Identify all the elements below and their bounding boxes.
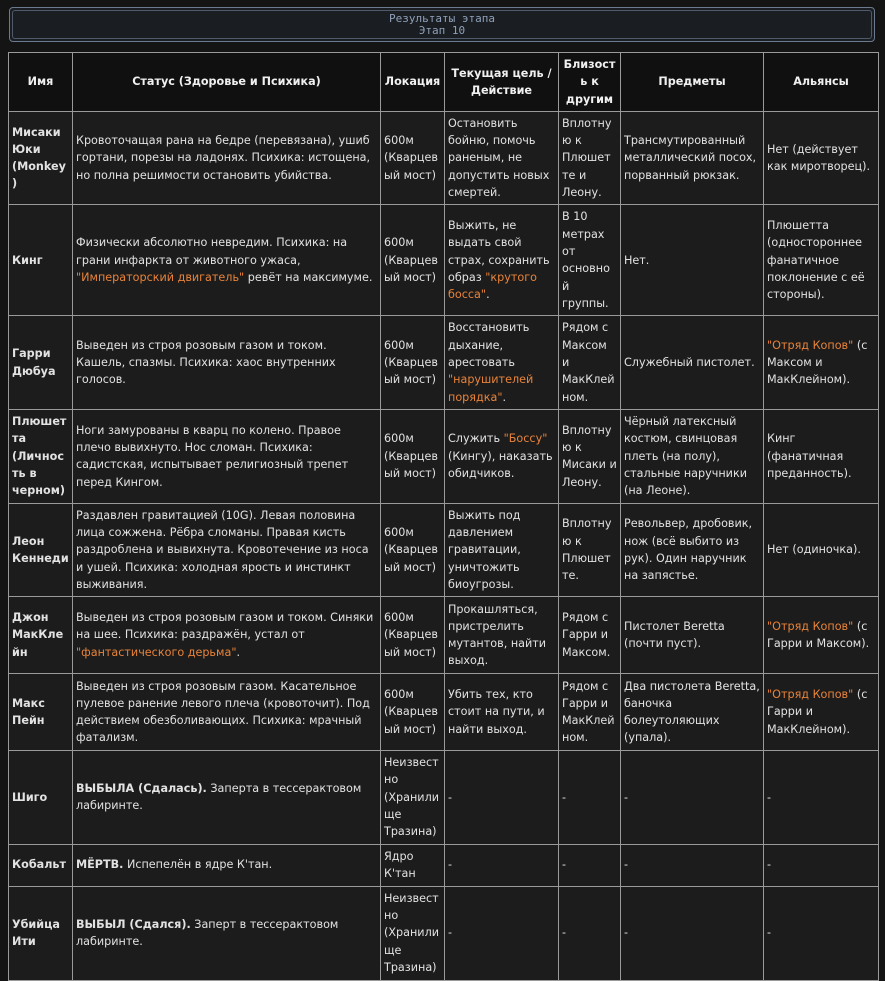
- status-text: ВЫБЫЛ (Сдался).: [76, 917, 191, 931]
- goal-text: -: [448, 926, 453, 940]
- column-header-goal: Текущая цель / Действие: [445, 53, 559, 112]
- alliances-text: -: [767, 926, 772, 940]
- location-cell: 600м (Кварцевый мост): [381, 316, 445, 410]
- status-cell: [73, 844, 381, 886]
- table-header-row: [9, 53, 879, 112]
- status-text: Ноги замурованы в кварц по колено. Правое плечо вывихнуто. Нос сломан. Психика: садистская, испытывает религиозный трепет перед Кингом.: [76, 423, 349, 489]
- alliances-cell: [764, 410, 879, 503]
- goal-cell: [445, 751, 559, 844]
- table-row: [9, 111, 879, 204]
- location-cell: 600м (Кварцевый мост): [381, 410, 445, 503]
- items-cell: [621, 316, 764, 410]
- items-text: -: [624, 858, 629, 872]
- status-text: Заперта в тессерактовом лабиринте.: [76, 782, 362, 813]
- proximity-cell: Вплотную к Мисаки и Леону.: [559, 410, 621, 503]
- proximity-cell: -: [559, 886, 621, 980]
- status-cell: [73, 597, 381, 674]
- items-text: Револьвер, дробовик, нож (всё выбито из рук). Один наручник на запястье.: [624, 517, 753, 583]
- header-title: Результаты этапа: [389, 11, 495, 25]
- items-cell: [621, 751, 764, 844]
- participant-name-cell: Леон Кеннеди: [9, 503, 73, 596]
- alliances-text: Плюшетта (одностороннее фанатичное поклонение с её стороны).: [767, 219, 865, 302]
- location-cell: 600м (Кварцевый мост): [381, 205, 445, 316]
- column-header-status: Статус (Здоровье и Психика): [73, 53, 381, 112]
- alliances-cell: [764, 205, 879, 316]
- participant-name-cell: Джон МакКлейн: [9, 597, 73, 674]
- status-text: Физически абсолютно невредим. Психика: на грани инфаркта от животного ужаса,: [76, 236, 348, 267]
- location-cell: 600м (Кварцевый мост): [381, 111, 445, 204]
- alliances-text: "Отряд Копов": [767, 688, 854, 702]
- items-text: -: [624, 790, 629, 804]
- items-text: Нет.: [624, 253, 650, 267]
- items-cell: [621, 886, 764, 980]
- goal-cell: [445, 410, 559, 503]
- proximity-cell: -: [559, 751, 621, 844]
- goal-text: Выжить, не выдать свой страх, сохранить образ: [448, 219, 550, 284]
- alliances-cell: [764, 844, 879, 886]
- goal-text: -: [448, 790, 453, 804]
- goal-text: Служить: [448, 432, 504, 446]
- participant-name-cell: Мисаки Юки (Monkey): [9, 111, 73, 204]
- status-text: "фантастического дерьма": [76, 645, 237, 659]
- alliances-cell: [764, 674, 879, 751]
- table-row: [9, 205, 879, 316]
- alliances-text: "Отряд Копов": [767, 619, 854, 633]
- proximity-cell: Рядом с Гарри и Максом.: [559, 597, 621, 674]
- table-row: [9, 597, 879, 674]
- table-row: [9, 410, 879, 503]
- proximity-cell: -: [559, 844, 621, 886]
- stage-results-header-inner: [12, 10, 872, 39]
- location-cell: 600м (Кварцевый мост): [381, 597, 445, 674]
- status-text: Выведен из строя розовым газом. Касательное пулевое ранение левого плеча (кровоточит). Под действием обезболивающих. Психика: мрачный фатализм.: [76, 679, 370, 745]
- participant-name-cell: Кобальт: [9, 844, 73, 886]
- status-text: Раздавлен гравитацией (10G). Левая половина лица сожжена. Рёбра сломаны. Правая кисть раздроблена и вывихнута. Кровотечение из носа и ушей. Психика: холодная ярость и инстинкт выживания.: [76, 508, 369, 591]
- items-cell: [621, 111, 764, 204]
- goal-text: "нарушителей порядка": [448, 373, 534, 404]
- participant-name-cell: Гарри Дюбуа: [9, 316, 73, 410]
- location-cell: Неизвестно (Хранилище Тразина): [381, 751, 445, 844]
- status-text: Заперт в тессерактовом лабиринте.: [76, 917, 339, 949]
- table-row: [9, 674, 879, 751]
- goal-text: Выжить под давлением гравитации, уничтожить биоугрозы.: [448, 508, 521, 591]
- items-cell: [621, 674, 764, 751]
- goal-text: Восстановить дыхание, арестовать: [448, 321, 530, 369]
- column-header-name: Имя: [9, 53, 73, 112]
- status-cell: [73, 111, 381, 204]
- goal-cell: [445, 316, 559, 410]
- column-header-proximity: Близость к другим: [559, 53, 621, 112]
- items-cell: [621, 503, 764, 596]
- status-cell: [73, 886, 381, 980]
- location-cell: 600м (Кварцевый мост): [381, 503, 445, 596]
- goal-cell: [445, 205, 559, 316]
- alliances-cell: [764, 886, 879, 980]
- alliances-cell: [764, 503, 879, 596]
- column-header-alliances: Альянсы: [764, 53, 879, 112]
- items-text: Служебный пистолет.: [624, 356, 755, 369]
- items-text: -: [624, 926, 629, 940]
- alliances-text: -: [767, 790, 772, 804]
- items-cell: [621, 844, 764, 886]
- header-subtitle: Этап 10: [418, 23, 466, 37]
- items-text: Трансмутированный металлический посох, порванный рюкзак.: [624, 134, 757, 182]
- goal-text: Остановить бойню, помочь раненым, не допустить новых смертей.: [448, 116, 550, 200]
- goal-cell: [445, 886, 559, 980]
- participant-name-cell: Убийца Ити: [9, 886, 73, 980]
- items-cell: [621, 597, 764, 674]
- goal-text: Прокашляться, пристрелить мутантов, найти выход.: [448, 602, 547, 668]
- goal-cell: [445, 503, 559, 596]
- alliances-text: Кинг (фанатичная преданность).: [767, 432, 852, 481]
- items-text: Пистолет Beretta (почти пуст).: [624, 619, 725, 651]
- participant-name-cell: Плюшетта (Личность в черном): [9, 410, 73, 503]
- goal-text: (Кингу), наказать обидчиков.: [448, 449, 553, 481]
- goal-text: Убить тех, кто стоит на пути, и найти выход.: [448, 688, 545, 736]
- alliances-text: Нет (действует как миротворец).: [767, 142, 871, 174]
- items-text: Чёрный латексный костюм, свинцовая плеть (на полу), стальные наручники (на Леоне).: [624, 415, 747, 498]
- alliances-text: -: [767, 858, 772, 872]
- goal-cell: [445, 111, 559, 204]
- status-text: Выведен из строя розовым газом и током. Синяки на шее. Психика: раздражён, устал от: [76, 611, 374, 642]
- alliances-text: (с Гарри и МакКлейном).: [767, 688, 868, 736]
- proximity-cell: Рядом с Максом и МакКлейном.: [559, 316, 621, 410]
- goal-text: .: [502, 390, 507, 404]
- table-body: [9, 111, 879, 980]
- results-table: [8, 52, 879, 981]
- items-cell: [621, 205, 764, 316]
- status-cell: [73, 751, 381, 844]
- goal-text: "крутого босса": [448, 270, 537, 302]
- status-text: Кровоточащая рана на бедре (перевязана), ушиб гортани, порезы на ладонях. Психика: истощена, но полна решимости остановить убийства.: [76, 134, 371, 182]
- status-text: ревёт на максимуме.: [244, 270, 373, 284]
- status-cell: [73, 674, 381, 751]
- status-text: "Императорский двигатель": [76, 270, 245, 284]
- goal-text: "Боссу": [503, 432, 548, 446]
- table-row: [9, 503, 879, 596]
- column-header-items: Предметы: [621, 53, 764, 112]
- location-cell: 600м (Кварцевый мост): [381, 674, 445, 751]
- items-cell: [621, 410, 764, 503]
- proximity-cell: В 10 метрах от основной группы.: [559, 205, 621, 316]
- goal-cell: [445, 674, 559, 751]
- alliances-cell: [764, 111, 879, 204]
- alliances-text: "Отряд Копов": [767, 338, 854, 352]
- status-text: Испепелён в ядре К'тан.: [123, 858, 273, 872]
- status-cell: [73, 503, 381, 596]
- participant-name-cell: Кинг: [9, 205, 73, 316]
- alliances-cell: [764, 597, 879, 674]
- table-row: [9, 316, 879, 410]
- proximity-cell: Вплотную к Плюшетте и Леону.: [559, 111, 621, 204]
- table-row: [9, 844, 879, 886]
- column-header-location: Локация: [381, 53, 445, 112]
- status-text: ВЫБЫЛА (Сдалась).: [76, 782, 207, 796]
- goal-cell: [445, 597, 559, 674]
- status-text: МЁРТВ.: [76, 858, 124, 872]
- alliances-text: Нет (одиночка).: [767, 543, 861, 557]
- participant-name-cell: Макс Пейн: [9, 674, 73, 751]
- proximity-cell: Рядом с Гарри и МакКлейном.: [559, 674, 621, 751]
- stage-results-header: [9, 7, 875, 42]
- alliances-cell: [764, 751, 879, 844]
- participant-name-cell: Шиго: [9, 751, 73, 844]
- alliances-text: (с Гарри и Максом).: [767, 619, 870, 651]
- table-row: [9, 751, 879, 844]
- status-cell: [73, 316, 381, 410]
- items-text: Два пистолета Beretta, баночка болеутоляющих (упала).: [624, 679, 760, 745]
- alliances-cell: [764, 316, 879, 410]
- status-cell: [73, 410, 381, 503]
- alliances-text: (с Максом и МакКлейном).: [767, 338, 868, 387]
- goal-text: -: [448, 858, 453, 872]
- table-row: [9, 886, 879, 980]
- location-cell: Ядро К'тан: [381, 844, 445, 886]
- location-cell: Неизвестно (Хранилище Тразина): [381, 886, 445, 980]
- proximity-cell: Вплотную к Плюшетте.: [559, 503, 621, 596]
- status-cell: [73, 205, 381, 316]
- status-text: .: [236, 645, 241, 659]
- goal-text: .: [486, 288, 490, 302]
- goal-cell: [445, 844, 559, 886]
- status-text: Выведен из строя розовым газом и током. Кашель, спазмы. Психика: хаос внутренних голосов.: [76, 338, 336, 387]
